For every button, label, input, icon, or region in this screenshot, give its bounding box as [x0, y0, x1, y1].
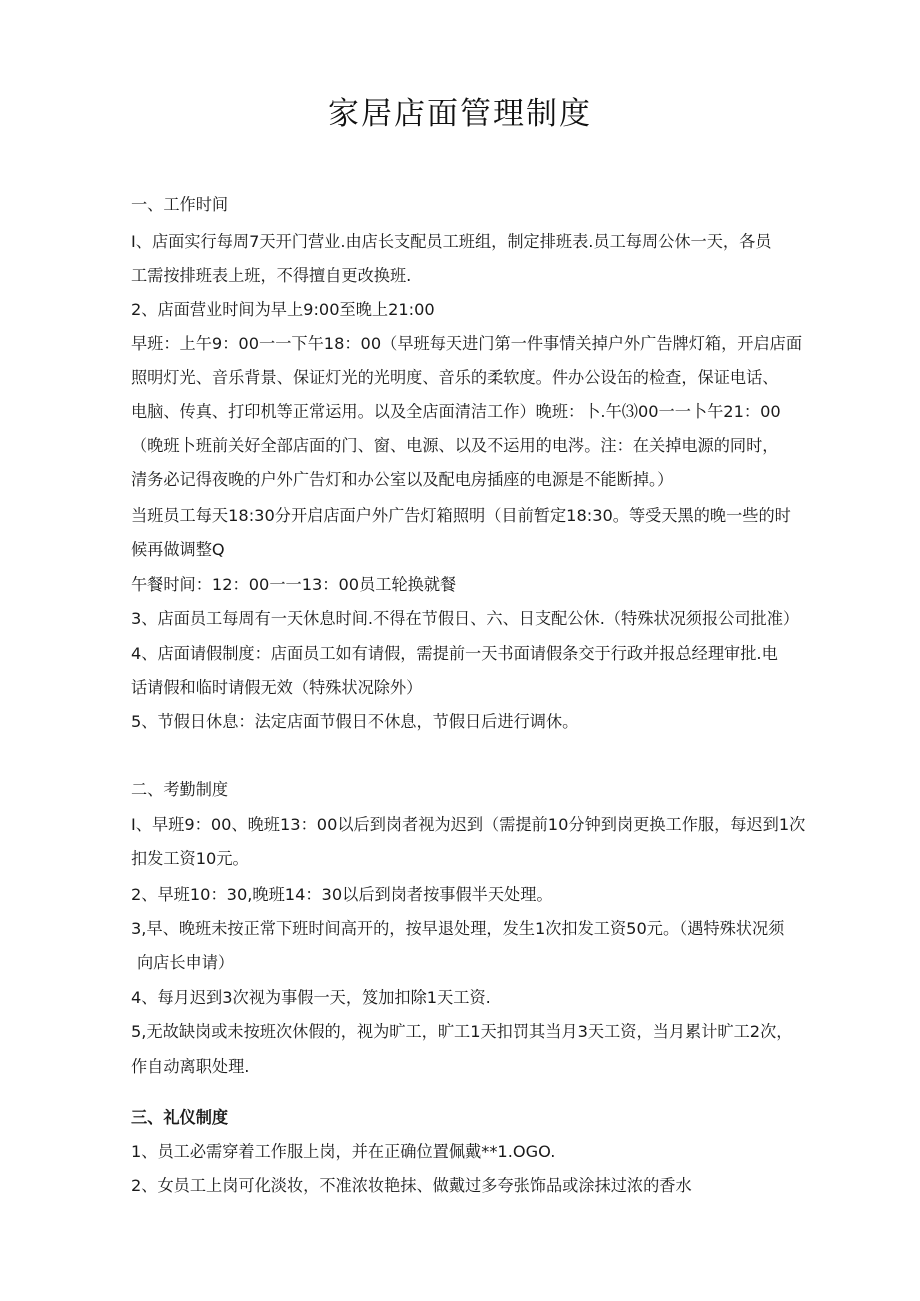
- paragraph-line: 清务必记得夜晚的户外广告灯和办公室以及配电房插座的电源是不能断掉。）: [131, 470, 674, 489]
- paragraph-line: 话请假和临时请假无效（特殊状况除外）: [131, 678, 423, 697]
- section-heading-work-hours: 一、工作时间: [131, 195, 229, 214]
- paragraph-line: 5,无故缺岗或未按班次休假的，视为旷工，旷工1天扣罚其当月3天工资，当月累计旷工2次，: [131, 1022, 793, 1041]
- paragraph-line: 3,早、晚班未按正常下班时间高开的，按早退处理，发生1次扣发工资50元。（遇特殊状况须: [131, 919, 785, 938]
- paragraph-line: 扣发工资10元。: [131, 849, 249, 868]
- paragraph-line: I、早班9：00、晚班13：00以后到岗者视为迟到（需提前10分钟到岗更换工作服，每迟到1次: [131, 815, 806, 834]
- paragraph-line: 早班：上午9：00一一下午18：00（早班每天进门第一件事情关掉户外广告牌灯箱，开启店面: [131, 334, 803, 353]
- paragraph-line: 向店长申请）: [137, 953, 235, 972]
- paragraph-line: 5、节假日休息：法定店面节假日不休息，节假日后进行调休。: [131, 712, 579, 731]
- paragraph-line: I、店面实行每周7天开门营业.由店长支配员工班组，制定排班表.员工每周公休一天，各员: [131, 232, 772, 251]
- paragraph-line: 2、店面营业时间为早上9:00至晚上21:00: [131, 300, 435, 319]
- paragraph-line: 1、员工必需穿着工作服上岗，并在正确位置佩戴**1.OGO.: [131, 1142, 556, 1161]
- paragraph-line: 候再做调整Q: [131, 540, 225, 559]
- paragraph-line: 电脑、传真、打印机等正常运用。以及全店面清洁工作）晚班：卜.午⑶00一一卜午21：00: [131, 402, 781, 421]
- paragraph-line: 3、店面员工每周有一天休息时间.不得在节假日、六、日支配公休.（特殊状况须报公司批准）: [131, 609, 800, 628]
- paragraph-line: 午餐时间：12：00一一13：00员工轮换就餐: [131, 575, 457, 594]
- paragraph-line: 当班员工每天18:30分开启店面户外广告灯箱照明（目前暂定18:30。等受天黑的晚一些的时: [131, 506, 791, 525]
- section-heading-etiquette: 三、礼仪制度: [131, 1108, 229, 1127]
- section-heading-attendance: 二、考勤制度: [131, 780, 229, 799]
- paragraph-line: 4、每月迟到3次视为事假一天，笈加扣除1天工资.: [131, 988, 491, 1007]
- paragraph-line: 照明灯光、音乐背景、保证灯光的光明度、音乐的柔软度。件办公设缶的检查，保证电话、: [131, 368, 779, 387]
- document-title: 家居店面管理制度: [328, 96, 592, 132]
- paragraph-line: 2、女员工上岗可化淡妆，不准浓妆艳抹、做戴过多夸张饰品或涂抹过浓的香水: [131, 1176, 692, 1195]
- paragraph-line: 2、早班10：30,晚班14：30以后到岗者按事假半天处理。: [131, 885, 553, 904]
- paragraph-line: （晚班卜班前关好全部店面的门、窗、电源、以及不运用的电涔。注：在关掉电源的同时，: [131, 436, 779, 455]
- paragraph-line: 作自动离职处理.: [131, 1057, 250, 1076]
- paragraph-line: 4、店面请假制度：店面员工如有请假，需提前一天书面请假条交于行政并报总经理审批.电: [131, 644, 778, 663]
- paragraph-line: 工需按排班表上班，不得擅自更改换班.: [131, 266, 412, 285]
